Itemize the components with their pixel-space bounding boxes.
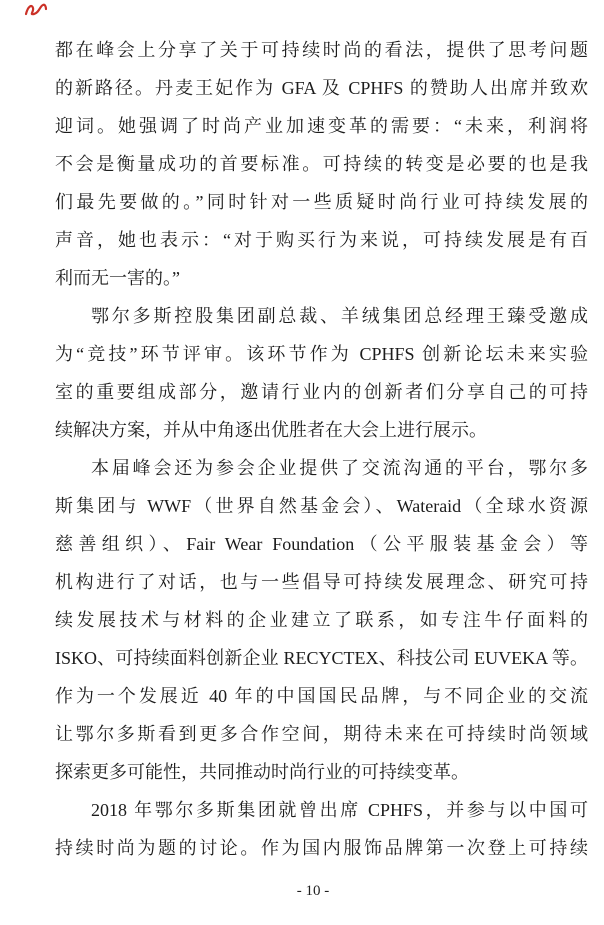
text-line: 室的重要组成部分，邀请行业内的创新者们分享自己的可持 <box>55 382 588 402</box>
text-line: 们最先要做的。”同时针对一些质疑时尚行业可持续发展的 <box>55 192 588 212</box>
text-line: 本届峰会还为参会企业提供了交流沟通的平台，鄂尔多 <box>91 458 588 478</box>
text-line: 2018 年鄂尔多斯集团就曾出席 CPHFS，并参与以中国可 <box>91 800 588 820</box>
text-line: 利而无一害的。” <box>55 268 180 288</box>
red-pen-scribble-icon <box>24 2 48 19</box>
paragraph <box>55 791 588 867</box>
text-line: 声音，她也表示：“对于购买行为来说，可持续发展是有百 <box>55 230 588 250</box>
text-line: 机构进行了对话，也与一些倡导可持续发展理念、研究可持 <box>55 572 588 592</box>
red-annotation-mark <box>24 2 48 19</box>
text-line: ISKO、可持续面料创新企业 RECYCTEX、科技公司 EUVEKA 等。 <box>55 648 588 668</box>
document-page <box>55 31 588 867</box>
text-line: 探索更多可能性，共同推动时尚行业的可持续变革。 <box>55 762 469 782</box>
text-line: 慈善组织）、Fair Wear Foundation（公平服装基金会）等 <box>55 534 588 554</box>
text-line: 斯集团与 WWF（世界自然基金会）、Wateraid（全球水资源 <box>55 496 588 516</box>
page-number: - 10 - <box>296 883 330 899</box>
text-line: 的新路径。丹麦王妃作为 GFA 及 CPHFS 的赞助人出席并致欢 <box>55 78 588 98</box>
text-line: 为“竞技”环节评审。该环节作为 CPHFS 创新论坛未来实验 <box>55 344 588 364</box>
text-line: 不会是衡量成功的首要标准。可持续的转变是必要的也是我 <box>55 154 588 174</box>
paragraph <box>55 449 588 791</box>
paragraph <box>55 297 588 449</box>
text-line: 迎词。她强调了时尚产业加速变革的需要：“未来，利润将 <box>55 116 588 136</box>
text-line: 续解决方案，并从中角逐出优胜者在大会上进行展示。 <box>55 420 487 440</box>
text-line: 都在峰会上分享了关于可持续时尚的看法，提供了思考问题 <box>55 40 588 60</box>
text-line: 续发展技术与材料的企业建立了联系，如专注牛仔面料的 <box>55 610 588 630</box>
paragraph <box>55 31 588 297</box>
text-line: 作为一个发展近 40 年的中国国民品牌，与不同企业的交流 <box>55 686 588 706</box>
text-line: 鄂尔多斯控股集团副总裁、羊绒集团总经理王臻受邀成 <box>91 306 588 326</box>
text-line: 持续时尚为题的讨论。作为国内服饰品牌第一次登上可持续 <box>55 838 588 858</box>
text-line: 让鄂尔多斯看到更多合作空间，期待未来在可持续时尚领域 <box>55 724 588 744</box>
